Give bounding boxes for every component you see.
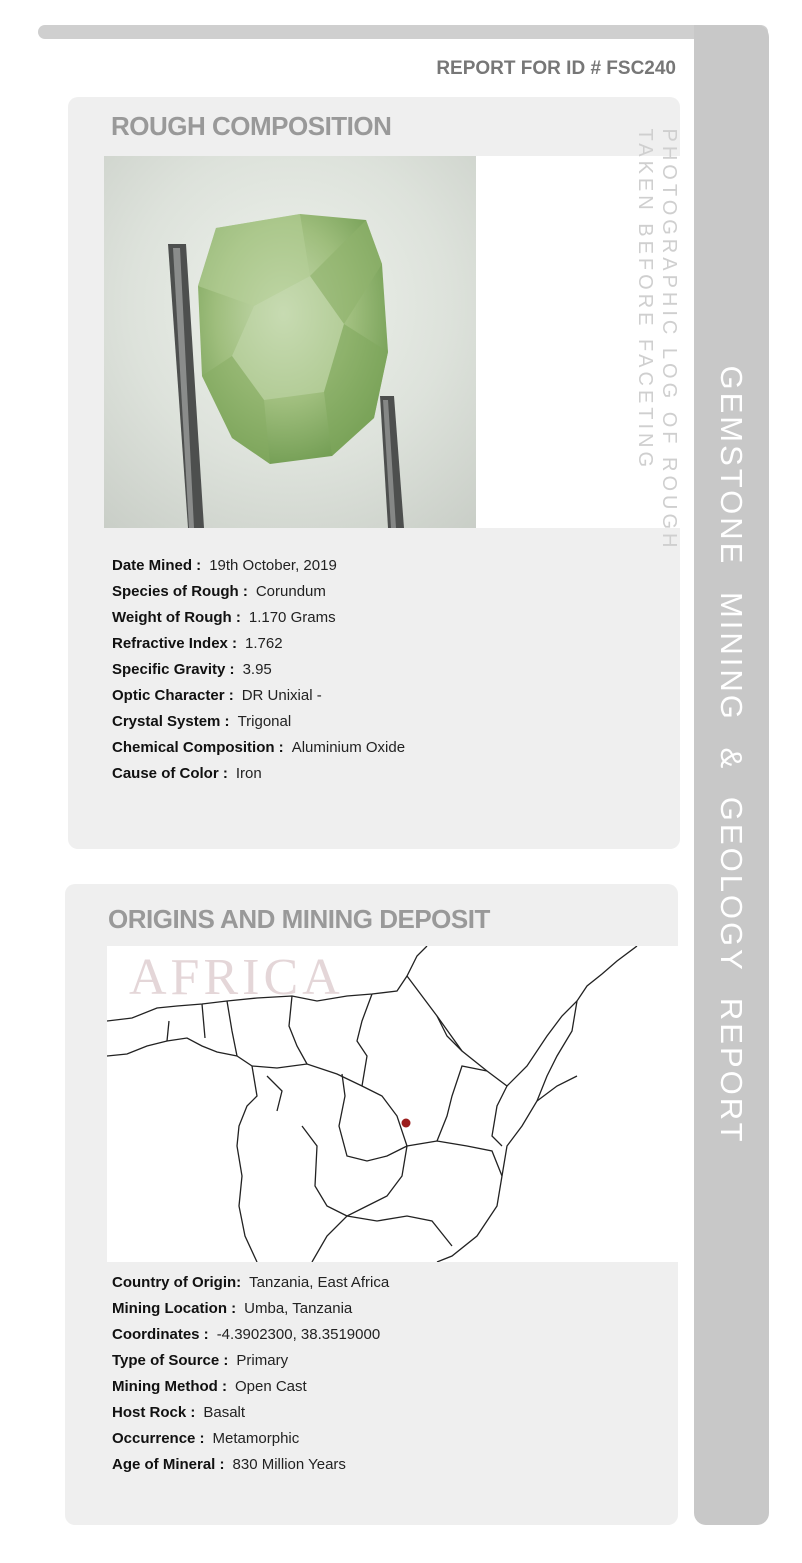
prop-value: 19th October, 2019 bbox=[209, 557, 337, 574]
prop-mining-location bbox=[112, 1296, 389, 1322]
prop-value: -4.3902300, 38.3519000 bbox=[216, 1326, 381, 1343]
prop-label: Occurrence : bbox=[112, 1430, 205, 1447]
prop-value: 1.762 bbox=[245, 635, 283, 652]
prop-value: 1.170 Grams bbox=[248, 609, 336, 626]
prop-coordinates bbox=[112, 1322, 389, 1348]
prop-occurrence bbox=[112, 1426, 389, 1452]
prop-value: Metamorphic bbox=[212, 1430, 300, 1447]
prop-label: Cause of Color : bbox=[112, 765, 228, 782]
rough-photo-area bbox=[104, 156, 680, 528]
prop-value: Aluminium Oxide bbox=[291, 739, 406, 756]
prop-value: Primary bbox=[236, 1352, 289, 1369]
prop-label: Host Rock : bbox=[112, 1404, 196, 1421]
prop-label: Type of Source : bbox=[112, 1352, 229, 1369]
prop-value: Tanzania, East Africa bbox=[249, 1274, 390, 1291]
prop-label: Crystal System : bbox=[112, 713, 230, 730]
report-id: REPORT FOR ID # FSC240 bbox=[436, 58, 676, 79]
prop-label: Refractive Index : bbox=[112, 635, 238, 652]
location-marker-icon bbox=[402, 1119, 411, 1128]
prop-crystal-system bbox=[112, 709, 405, 735]
prop-refractive-index bbox=[112, 631, 405, 657]
prop-value: Iron bbox=[235, 765, 262, 782]
prop-label: Age of Mineral : bbox=[112, 1456, 225, 1473]
prop-label: Country of Origin: bbox=[112, 1274, 242, 1291]
prop-value: 3.95 bbox=[242, 661, 272, 678]
africa-map bbox=[107, 946, 678, 1262]
prop-host-rock bbox=[112, 1400, 389, 1426]
photo-caption-line1: PHOTOGRAPHIC LOG OF ROUGH bbox=[658, 128, 680, 552]
prop-label: Mining Location : bbox=[112, 1300, 237, 1317]
prop-value: Corundum bbox=[255, 583, 326, 600]
origin-properties-list bbox=[112, 1270, 389, 1478]
prop-value: Trigonal bbox=[237, 713, 292, 730]
prop-age-of-mineral bbox=[112, 1452, 389, 1478]
prop-value: DR Unixial - bbox=[241, 687, 322, 704]
prop-label: Date Mined : bbox=[112, 557, 202, 574]
rough-properties-list bbox=[112, 553, 405, 787]
prop-label: Optic Character : bbox=[112, 687, 234, 704]
prop-cause-of-color bbox=[112, 761, 405, 787]
origins-title: ORIGINS AND MINING DEPOSIT bbox=[108, 904, 490, 934]
rough-composition-title: ROUGH COMPOSITION bbox=[111, 111, 392, 141]
prop-specific-gravity bbox=[112, 657, 405, 683]
map-watermark: AFRICA bbox=[129, 949, 344, 1006]
prop-weight bbox=[112, 605, 405, 631]
prop-label: Species of Rough : bbox=[112, 583, 248, 600]
prop-label: Weight of Rough : bbox=[112, 609, 241, 626]
prop-value: Umba, Tanzania bbox=[244, 1300, 353, 1317]
prop-value: 830 Million Years bbox=[232, 1456, 346, 1473]
prop-label: Chemical Composition : bbox=[112, 739, 284, 756]
rough-gem-image bbox=[104, 156, 476, 528]
prop-label: Mining Method : bbox=[112, 1378, 227, 1395]
top-rail bbox=[38, 25, 768, 39]
rough-gem-photo bbox=[104, 156, 476, 528]
prop-label: Specific Gravity : bbox=[112, 661, 235, 678]
prop-label: Coordinates : bbox=[112, 1326, 209, 1343]
prop-value: Open Cast bbox=[234, 1378, 307, 1395]
prop-value: Basalt bbox=[203, 1404, 246, 1421]
photo-caption bbox=[633, 129, 681, 552]
prop-optic-character bbox=[112, 683, 405, 709]
photo-caption-line2: TAKEN BEFORE FACETING bbox=[634, 128, 656, 472]
prop-type-of-source bbox=[112, 1348, 389, 1374]
prop-mining-method bbox=[112, 1374, 389, 1400]
prop-country-of-origin bbox=[112, 1270, 389, 1296]
side-title: GEMSTONE MINING & GEOLOGY REPORT bbox=[714, 365, 749, 1145]
prop-species bbox=[112, 579, 405, 605]
prop-chemical-composition bbox=[112, 735, 405, 761]
prop-date-mined bbox=[112, 553, 405, 579]
